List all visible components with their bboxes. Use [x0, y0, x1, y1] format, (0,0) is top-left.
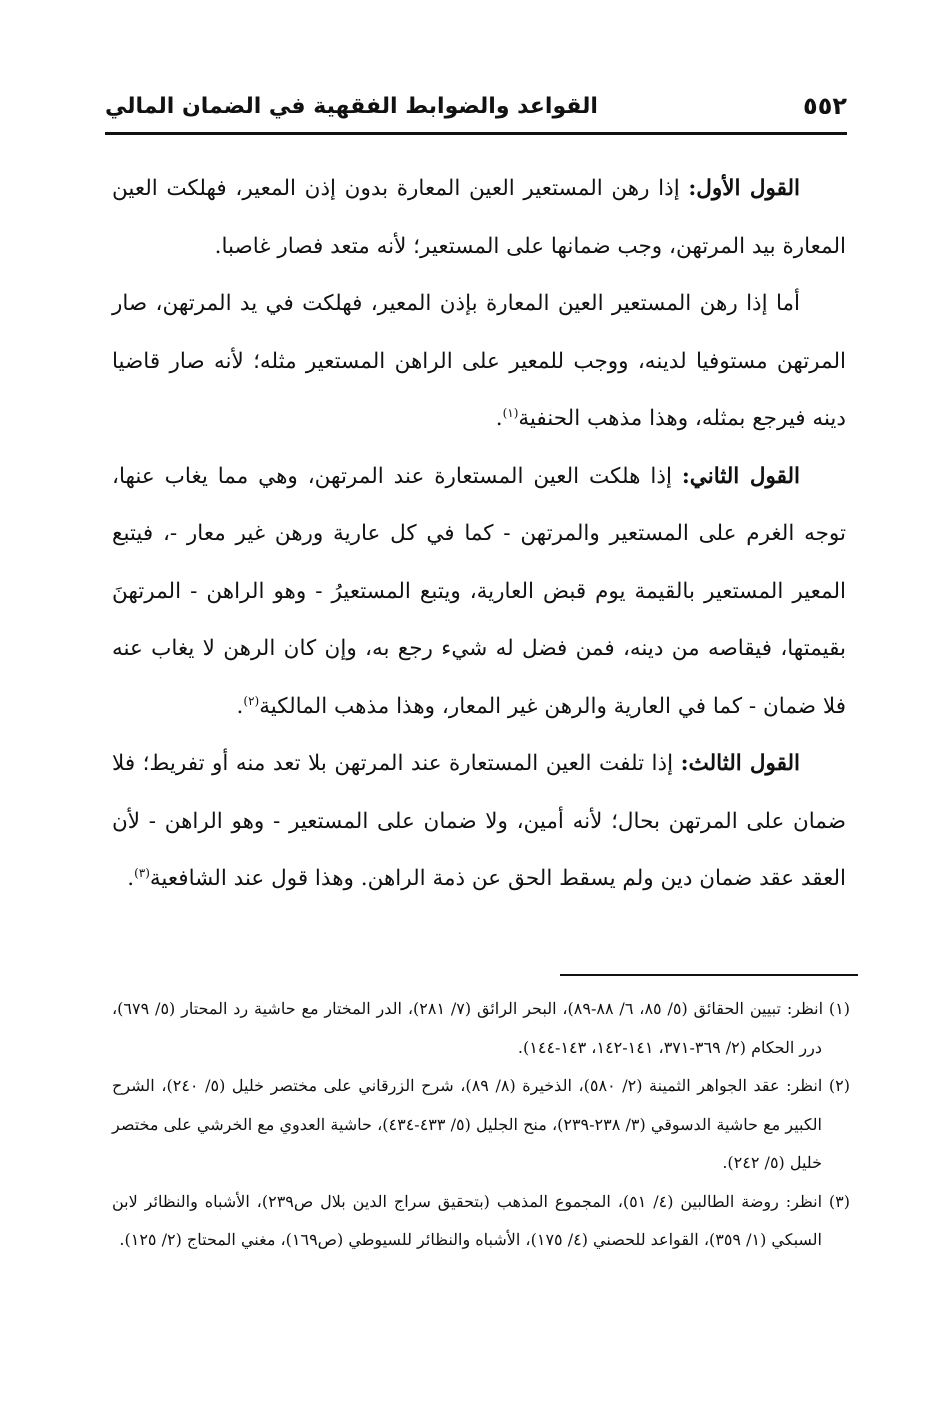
footnote-3 [112, 1183, 850, 1260]
footnote-number: (١) [828, 999, 851, 1018]
paragraph-label: القول الثاني: [681, 463, 800, 489]
footnote-number: (٣) [828, 1191, 851, 1211]
main-text [112, 160, 846, 908]
paragraph-1 [112, 160, 846, 275]
page-number: ٥٥٢ [803, 92, 847, 120]
footnote-separator [560, 974, 858, 976]
paragraph-text: إذا تلفت العين المستعارة عند المرتهن بلا تعد منه أو تفريط؛ فلا ضمان على المرتهن بحال؛ لأنه أمين، ولا ضمان على المستعير - وهو الراهن - لأن العقد عقد ضمان دين ولم يسقط الحق عن ذمة الراهن. وهذا قول عند الشافعية [112, 751, 846, 891]
header-rule [105, 132, 847, 135]
paragraph-text: إذا رهن المستعير العين المعارة بدون إذن المعير، فهلكت العين المعارة بيد المرتهن، وجب ضمانها على المستعير؛ لأنه متعد فصار غاصبا. [112, 176, 846, 259]
footnote-ref[interactable]: (١) [502, 405, 519, 420]
footnote-ref[interactable]: (٢) [243, 693, 260, 708]
running-title: القواعد والضوابط الفقهية في الضمان المالي [105, 94, 598, 119]
footnote-1 [112, 990, 850, 1067]
footnote-text: انظر: تبيين الحقائق (٥/ ٨٥، ٦/ ٨٨-٨٩)، البحر الرائق (٧/ ٢٨١)، الدر المختار مع حاشية رد المحتار (٥/ ٦٧٩)، درر الحكام (٢/ ٣٦٩-٣٧١، ١٤١-١٤٢، ١٤٣-١٤٤). [112, 999, 829, 1057]
footnote-text: انظر: عقد الجواهر الثمينة (٢/ ٥٨٠)، الذخيرة (٨/ ٨٩)، شرح الزرقاني على مختصر خليل (٥/ ٢٤٠)، الشرح الكبير مع حاشية الدسوقي (٣/ ٢٣٨-٢٣٩)، منح الجليل (٥/ ٤٣٣-٤٣٤)، حاشية العدوي مع الخرشي على مختصر خليل (٥/ ٢٤٢). [112, 1076, 829, 1172]
footnote-number: (٢) [828, 1076, 850, 1095]
footnotes [112, 990, 850, 1260]
paragraph-3: القول الثاني: إذا هلكت العين المستعارة عند المرتهن، وهي مما يغاب عنها، توجه الغرم على المستعير والمرتهن - كما في كل عارية ورهن غير معار -، فيتبع المعير المستعير بالقيمة يوم قبض العارية، ويتبع المستعيرُ - وهو الراهن - المرتهنَ بقيمتها، فيقاصه من دينه، فمن فضل له شيء رجع به، وإن كان الرهن لا يغاب عنه فلا ضمان - كما في العارية والرهن غير المعار، وهذا مذهب المالكية$^{(٢)}$. [112, 463, 846, 719]
paragraph-text: أما إذا رهن المستعير العين المعارة بإذن المعير، فهلكت في يد المرتهن، صار المرتهن مستوفيا لدينه، ووجب للمعير على الراهن المستعير مثله؛ لأنه صار قاضيا دينه فيرجع بمثله، وهذا مذهب الحنفية [112, 291, 846, 431]
paragraph-4: القول الثالث: إذا تلفت العين المستعارة عند المرتهن بلا تعد منه أو تفريط؛ فلا ضمان على المرتهن بحال؛ لأنه أمين، ولا ضمان على المستعير - وهو الراهن - لأن العقد عقد ضمان دين ولم يسقط الحق عن ذمة الراهن. وهذا قول عند الشافعية$^{(٣)}$. [112, 751, 846, 891]
footnote-text: انظر: روضة الطالبين (٤/ ٥١)، المجموع المذهب (بتحقيق سراج الدين بلال ص٢٣٩)، الأشباه والنظائر لابن السبكي (١/ ٣٥٩)، القواعد للحصني (٤/ ١٧٥)، الأشباه والنظائر للسيوطي (ص١٦٩)، مغني المحتاج (٢/ ١٢٥). [112, 1191, 829, 1249]
paragraph-2: أما إذا رهن المستعير العين المعارة بإذن المعير، فهلكت في يد المرتهن، صار المرتهن مستوفيا لدينه، ووجب للمعير على الراهن المستعير مثله؛ لأنه صار قاضيا دينه فيرجع بمثله، وهذا مذهب الحنفية$^{(١)}$. [112, 291, 846, 431]
paragraph-text: إذا هلكت العين المستعارة عند المرتهن، وهي مما يغاب عنها، توجه الغرم على المستعير والمرتهن - كما في كل عارية ورهن غير معار -، فيتبع المعير المستعير بالقيمة يوم قبض العارية، ويتبع المستعيرُ - وهو الراهن - المرتهنَ بقيمتها، فيقاصه من دينه، فمن فضل له شيء رجع به، وإن كان الرهن لا يغاب عنه فلا ضمان - كما في العارية والرهن غير المعار، وهذا مذهب المالكية [112, 463, 846, 719]
paragraph-label: القول الثالث: [680, 751, 800, 776]
footnote-2 [112, 1067, 850, 1183]
footnote-ref[interactable]: (٣) [134, 865, 150, 880]
page-header [105, 88, 847, 128]
paragraph-label: القول الأول: [688, 176, 800, 201]
